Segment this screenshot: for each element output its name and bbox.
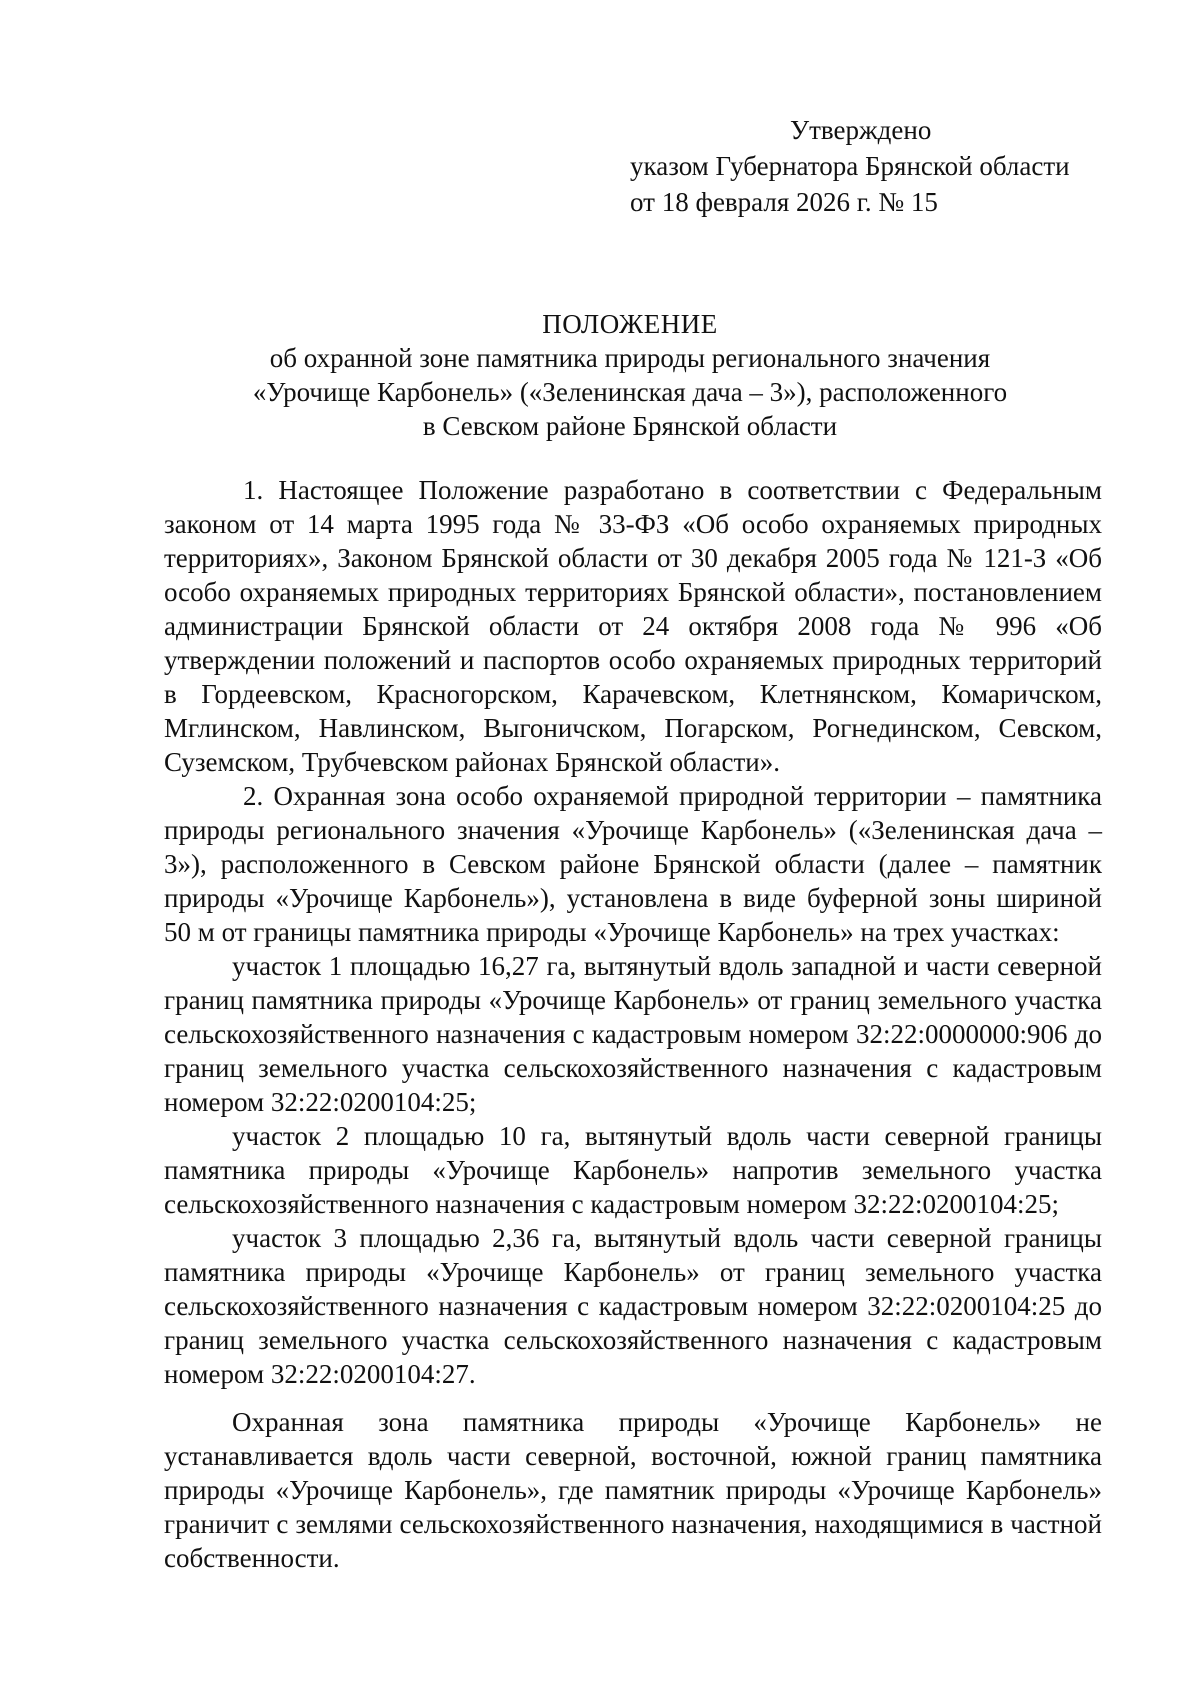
approval-line-decree: указом Губернатора Брянской области bbox=[630, 151, 1070, 181]
plot-2-item: участок 2 площадью 10 га, вытянутый вдоль части северной границы памятника природы «Урочище Карбонель» напротив земельного участка сельскохозяйственного назначения с кадастровым номером 32:22:0200104:25; bbox=[164, 1121, 1102, 1219]
approval-stamp bbox=[630, 112, 1070, 220]
document-title bbox=[160, 307, 1100, 443]
title-line-3: в Севском районе Брянской области bbox=[422, 411, 838, 441]
approval-line-approved: Утверждено bbox=[790, 115, 932, 145]
title-line-2: «Урочище Карбонель» («Зеленинская дача – 3»), расположенного bbox=[252, 377, 1008, 407]
paragraph-2: 2. Охранная зона особо охраняемой природной территории – памятника природы регионального значения «Урочище Карбонель» («Зеленинская дача – 3»), расположенного в Севском районе Брянской области (далее – памятник природы «Урочище Карбонель»), установлена в виде буферной зоны шириной 50 м от границы памятника природы «Урочище Карбонель» на трех участках: bbox=[164, 781, 1102, 947]
approval-line-date-number: от 18 февраля 2026 г. № 15 bbox=[630, 187, 938, 217]
paragraph-exclusion: Охранная зона памятника природы «Урочище Карбонель» не устанавливается вдоль части северной, восточной, южной границ памятника природы «Урочище Карбонель», где памятник природы «Урочище Карбонель» граничит с землями сельскохозяйственного назначения, находящимися в частной собственности. bbox=[164, 1407, 1102, 1573]
plot-1-item: участок 1 площадью 16,27 га, вытянутый вдоль западной и части северной границ памятника природы «Урочище Карбонель» от границ земельного участка сельскохозяйственного назначения с кадастровым номером 32:22:0000000:906 до границ земельного участка сельскохозяйственного назначения с кадастровым номером 32:22:0200104:25; bbox=[164, 951, 1102, 1117]
title-line-1: об охранной зоне памятника природы регионального значения bbox=[269, 343, 991, 373]
plot-3-item: участок 3 площадью 2,36 га, вытянутый вдоль части северной границы памятника природы «Урочище Карбонель» от границ земельного участка сельскохозяйственного назначения с кадастровым номером 32:22:0200104:25 до границ земельного участка сельскохозяйственного назначения с кадастровым номером 32:22:0200104:27. bbox=[164, 1223, 1102, 1389]
paragraph-1: 1. Настоящее Положение разработано в соответствии с Федеральным законом от 14 марта 1995 года № 33-ФЗ «Об особо охраняемых природных территориях», Законом Брянской области от 30 декабря 2005 года № 121-З «Об особо охраняемых природных территориях Брянской области», постановлением администрации Брянской области от 24 октября 2008 года № 996 «Об утверждении положений и паспортов особо охраняемых природных территорий в Гордеевском, Красногорском, Карачевском, Клетнянском, Комаричском, Мглинском, Навлинском, Выгоничском, Погарском, Рогнединском, Севском, Суземском, Трубчевском районах Брянской области». bbox=[164, 475, 1102, 777]
document-body bbox=[164, 473, 1102, 1575]
title-heading: ПОЛОЖЕНИЕ bbox=[542, 309, 718, 339]
